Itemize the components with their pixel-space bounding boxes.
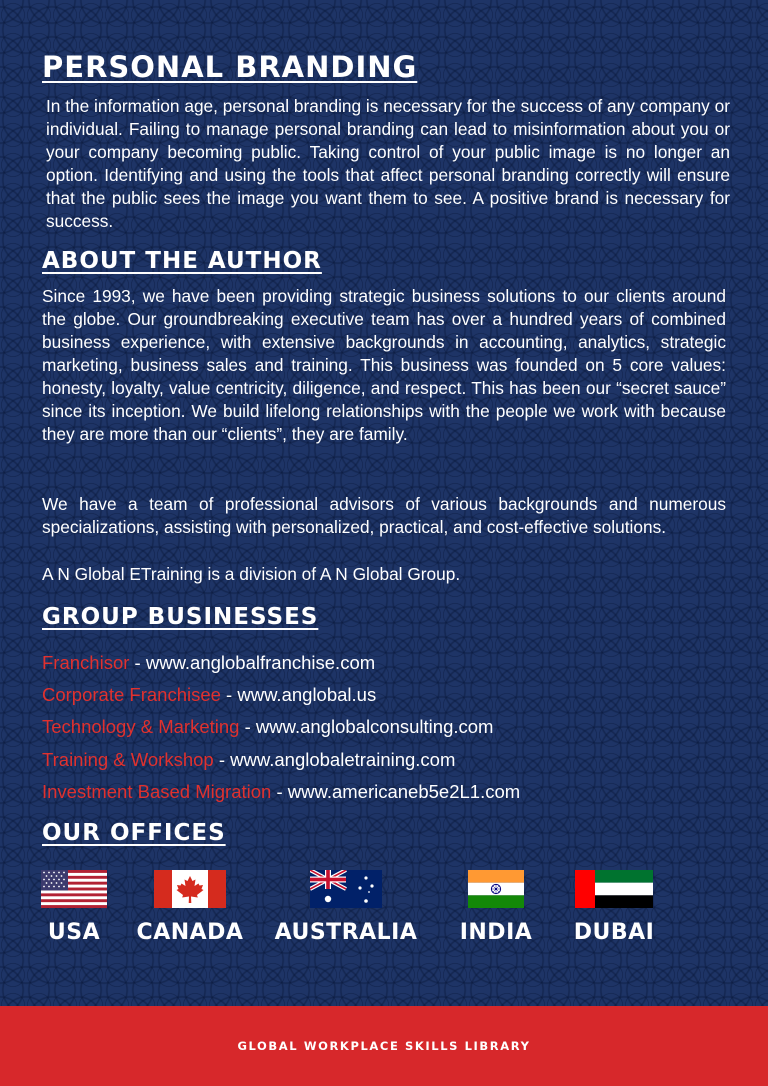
business-item (42, 650, 742, 682)
personal-branding-text: In the information age, personal branding is necessary for the success of any company or individual. Failing to manage personal branding can lead to misinformation about you or your company becoming public. Taking control of your public image is no longer an option. Identifying and using the tools that affect personal branding correctly will ensure that the public sees the image you want them to see. A positive brand is necessary for success. (46, 96, 730, 231)
about-author-paragraph-3: A N Global ETraining is a division of A N Global Group. (42, 564, 461, 584)
business-url-link[interactable]: www.americaneb5e2L1.com (287, 780, 521, 802)
office-usa (40, 870, 108, 945)
footer-bar (0, 1006, 768, 1086)
australia-flag-icon (310, 870, 382, 908)
group-businesses-list (42, 650, 742, 811)
business-separator: - (129, 652, 146, 673)
office-label: AUSTRALIA (274, 920, 418, 945)
business-name: Training & Workshop (42, 748, 214, 770)
office-label: USA (47, 920, 101, 945)
business-separator: - (220, 684, 238, 706)
office-canada (138, 870, 242, 945)
office-australia (274, 870, 418, 945)
business-url-link[interactable]: www.anglobaletraining.com (230, 748, 456, 770)
business-item (42, 714, 742, 746)
office-label: DUBAI (573, 920, 655, 945)
uae-flag-icon (575, 870, 653, 908)
india-flag-icon (468, 870, 524, 908)
canada-flag-icon (154, 870, 226, 908)
office-label: CANADA (136, 920, 244, 945)
office-label: INDIA (459, 920, 533, 945)
personal-branding-heading: PERSONAL BRANDING (42, 50, 418, 84)
business-item (42, 779, 742, 811)
footer-text: GLOBAL WORKPLACE SKILLS LIBRARY (237, 1039, 531, 1053)
business-separator: - (271, 780, 288, 802)
business-url-link[interactable]: www.anglobalfranchise.com (145, 652, 376, 673)
office-dubai (574, 870, 654, 945)
business-name: Technology & Marketing (42, 716, 240, 738)
usa-flag-icon (41, 870, 107, 908)
our-offices-heading: OUR OFFICES (42, 820, 226, 846)
business-separator: - (213, 748, 231, 770)
business-name: Corporate Franchisee (42, 684, 221, 706)
about-author-heading: ABOUT THE AUTHOR (42, 248, 322, 274)
business-name: Investment Based Migration (42, 780, 272, 802)
business-url-link[interactable]: www.anglobalconsulting.com (255, 716, 494, 738)
offices-row (0, 870, 768, 960)
business-separator: - (239, 716, 256, 738)
about-author-paragraph-1: Since 1993, we have been providing strategic business solutions to our clients around the globe. Our groundbreaking executive team has over a hundred years of combined business experience, with extensive backgrounds in accounting, analytics, strategic marketing, business sales and training. This business was founded on 5 core values: honesty, loyalty, value centricity, diligence, and respect. This has been our “secret sauce” since its inception. We build lifelong relationships with the people we work with because they are more than our “clients”, they are family. (42, 286, 726, 444)
business-item (42, 747, 742, 779)
business-url-link[interactable]: www.anglobal.us (237, 684, 377, 706)
about-author-paragraph-2: We have a team of professional advisors of various backgrounds and numerous specializations, assisting with personalized, practical, and cost-effective solutions. (42, 494, 726, 537)
business-name: Franchisor (42, 652, 130, 673)
business-item (42, 682, 742, 714)
office-india (456, 870, 536, 945)
group-businesses-heading: GROUP BUSINESSES (42, 604, 319, 630)
